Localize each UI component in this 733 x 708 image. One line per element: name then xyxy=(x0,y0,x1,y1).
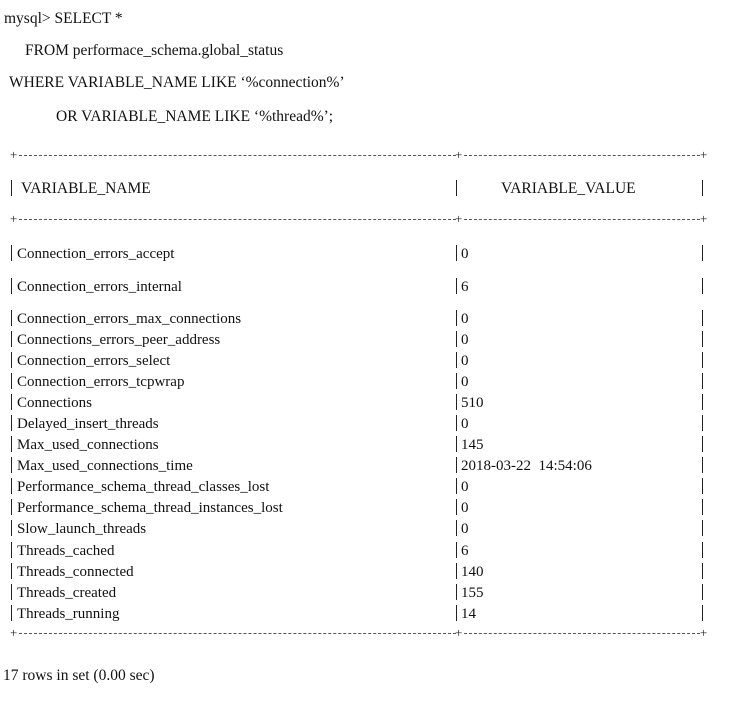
query-line-2: FROM performace_schema.global_status xyxy=(25,42,284,59)
table-row xyxy=(10,278,710,296)
variable-name-cell: Connection_errors_tcpwrap xyxy=(17,374,185,390)
variable-name-cell: Max_used_connections xyxy=(17,437,159,453)
query-line-4: OR VARIABLE_NAME LIKE ‘%thread%’; xyxy=(56,108,334,125)
table-row xyxy=(10,457,710,475)
table-row xyxy=(10,520,710,538)
variable-name-cell: Performance_schema_thread_instances_lost xyxy=(17,500,283,516)
variable-name-cell: Threads_cached xyxy=(17,543,115,559)
variable-name-cell: Threads_running xyxy=(17,606,120,622)
table-bottom-border: + + + xyxy=(10,625,708,640)
variable-name-cell: Connections_errors_peer_address xyxy=(17,332,221,348)
variable-name-cell: Connection_errors_select xyxy=(17,353,171,369)
variable-value-cell: 6 xyxy=(461,543,469,559)
table-row xyxy=(10,478,710,496)
column-header-variable-value: VARIABLE_VALUE xyxy=(501,180,636,197)
result-summary: 17 rows in set (0.00 sec) xyxy=(3,667,155,684)
variable-name-cell: Threads_created xyxy=(17,585,117,601)
query-line-3: WHERE VARIABLE_NAME LIKE ‘%connection%’ xyxy=(9,74,345,91)
table-top-border: + + + xyxy=(10,147,708,162)
column-header-variable-name: VARIABLE_NAME xyxy=(21,180,151,197)
variable-value-cell: 0 xyxy=(461,353,469,369)
variable-value-cell: 145 xyxy=(461,437,484,453)
table-header-separator: + + + xyxy=(10,211,708,226)
variable-value-cell: 2018-03-22 14:54:06 xyxy=(461,458,592,474)
variable-value-cell: 510 xyxy=(461,395,484,411)
variable-name-cell: Connections xyxy=(17,395,92,411)
table-header-row xyxy=(10,180,710,198)
table-row xyxy=(10,245,710,263)
variable-value-cell: 140 xyxy=(461,564,484,580)
table-row xyxy=(10,394,710,412)
table-row xyxy=(10,499,710,517)
variable-value-cell: 0 xyxy=(461,416,469,432)
table-row xyxy=(10,310,710,328)
variable-value-cell: 0 xyxy=(461,479,469,495)
variable-value-cell: 0 xyxy=(461,374,469,390)
variable-value-cell: 14 xyxy=(461,606,476,622)
variable-value-cell: 6 xyxy=(461,279,469,295)
table-row xyxy=(10,331,710,349)
table-row xyxy=(10,352,710,370)
table-row xyxy=(10,584,710,602)
table-row xyxy=(10,605,710,623)
variable-value-cell: 0 xyxy=(461,500,469,516)
variable-name-cell: Slow_launch_threads xyxy=(17,521,147,537)
variable-value-cell: 0 xyxy=(461,246,469,262)
variable-name-cell: Connection_errors_accept xyxy=(17,246,175,262)
variable-name-cell: Delayed_insert_threads xyxy=(17,416,159,432)
variable-name-cell: Connection_errors_max_connections xyxy=(17,311,242,327)
variable-name-cell: Threads_connected xyxy=(17,564,134,580)
variable-name-cell: Max_used_connections_time xyxy=(17,458,193,474)
query-line-1: mysql> SELECT * xyxy=(4,10,123,27)
table-row xyxy=(10,436,710,454)
variable-value-cell: 155 xyxy=(461,585,484,601)
table-row xyxy=(10,542,710,560)
table-row xyxy=(10,563,710,581)
variable-value-cell: 0 xyxy=(461,332,469,348)
table-row xyxy=(10,415,710,433)
table-row xyxy=(10,373,710,391)
variable-value-cell: 0 xyxy=(461,521,469,537)
variable-name-cell: Performance_schema_thread_classes_lost xyxy=(17,479,270,495)
variable-value-cell: 0 xyxy=(461,311,469,327)
variable-name-cell: Connection_errors_internal xyxy=(17,279,182,295)
